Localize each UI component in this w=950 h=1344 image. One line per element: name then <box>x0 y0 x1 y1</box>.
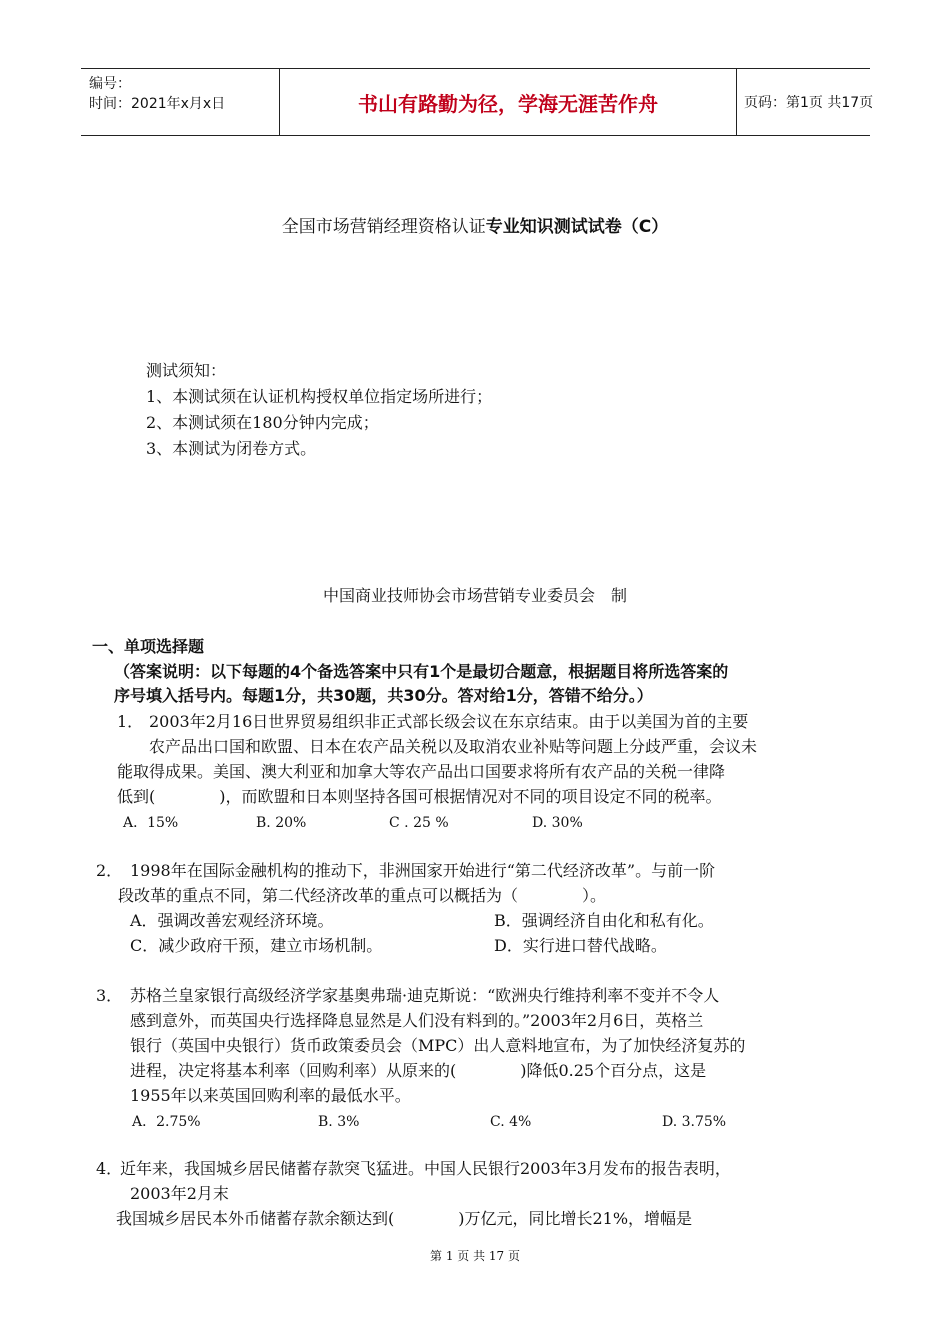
exam-title <box>0 212 950 237</box>
question-line: 2003年2月末 <box>130 1184 229 1203</box>
option: B．强调经济自由化和私有化。 <box>494 911 714 930</box>
option: B. 3% <box>318 1114 360 1130</box>
question-1 <box>117 709 757 836</box>
page-header <box>81 68 874 136</box>
question-4 <box>96 1156 731 1231</box>
section-title: 一、单项选择题 <box>92 637 205 656</box>
options-row <box>130 908 715 933</box>
page-footer: 第 1 页 共 17 页 <box>430 1249 520 1263</box>
question-line: 段改革的重点不同，第二代经济改革的重点可以概括为（ ）。 <box>118 886 607 905</box>
options-row <box>123 811 757 836</box>
option: D. 30% <box>532 815 583 831</box>
organizer: 中国商业技师协会市场营销专业委员会 制 <box>322 586 627 605</box>
exam-title-plain: 全国市场营销经理资格认证 <box>281 217 486 237</box>
question-number: 2． <box>96 861 123 880</box>
notice-item: 3、本测试为闭卷方式。 <box>146 439 317 458</box>
exam-notice <box>146 358 492 462</box>
question-line: 低到( )，而欧盟和日本则坚持各国可根据情况对不同的项目设定不同的税率。 <box>117 787 722 806</box>
option: A．强调改善宏观经济环境。 <box>130 911 334 930</box>
question-line: 1998年在国际金融机构的推动下，非洲国家开始进行“第二代经济改革”。与前一阶 <box>130 861 716 880</box>
question-line: 感到意外，而英国央行选择降息显然是人们没有料到的。”2003年2月6日，英格兰 <box>130 1011 704 1030</box>
question-2 <box>96 858 715 958</box>
question-number: 1． <box>117 712 144 731</box>
question-line: 近年来，我国城乡居民储蓄存款突飞猛进。中国人民银行2003年3月发布的报告表明， <box>120 1159 731 1178</box>
option: C. 4% <box>490 1114 532 1130</box>
question-line: 我国城乡居民本外币储蓄存款余额达到( )万亿元，同比增长21%，增幅是 <box>116 1209 693 1228</box>
date-label: 时间：2021年x月x日 <box>89 96 226 112</box>
serial-number-label: 编号： <box>89 76 131 92</box>
exam-title-bold: 专业知识测试试卷（C） <box>485 217 669 237</box>
question-line: 进程，决定将基本利率（回购利率）从原来的( )降低0.25个百分点，这是 <box>130 1061 707 1080</box>
option: C．减少政府干预，建立市场机制。 <box>130 936 383 955</box>
question-line: 银行（英国中央银行）货币政策委员会（MPC）出人意料地宣布，为了加快经济复苏的 <box>130 1036 746 1055</box>
header-meta <box>81 69 279 135</box>
option: A．2.75% <box>132 1114 201 1130</box>
options-row <box>132 1110 745 1135</box>
question-3 <box>96 983 745 1135</box>
question-line: 能取得成果。美国、澳大利亚和加拿大等农产品出口国要求将所有农产品的关税一律降 <box>117 762 726 781</box>
section-instructions <box>114 660 864 708</box>
option: C . 25 % <box>389 815 449 831</box>
question-number: 4． <box>96 1159 123 1178</box>
header-page-info: 页码：第1页 共17页 <box>744 95 874 111</box>
notice-heading: 测试须知： <box>146 361 227 380</box>
question-line: 农产品出口国和欧盟、日本在农产品关税以及取消农业补贴等问题上分歧严重，会议未 <box>149 737 758 756</box>
question-line: 1955年以来英国回购利率的最低水平。 <box>130 1086 411 1105</box>
question-number: 3． <box>96 986 123 1005</box>
option: D. 3.75% <box>662 1114 727 1130</box>
question-line: 2003年2月16日世界贸易组织非正式部长级会议在东京结束。由于以美国为首的主要 <box>149 712 749 731</box>
notice-item: 1、本测试须在认证机构授权单位指定场所进行； <box>146 387 493 406</box>
option: D．实行进口替代战略。 <box>494 936 667 955</box>
option: A．15% <box>123 815 179 831</box>
instructions-line: 序号填入括号内。每题1分，共30题，共30分。答对给1分，答错不给分。） <box>114 686 653 705</box>
options-row <box>130 933 715 958</box>
instructions-line: （答案说明：以下每题的4个备选答案中只有1个是最切合题意，根据题目将所选答案的 <box>114 662 729 681</box>
notice-item: 2、本测试须在180分钟内完成； <box>146 413 379 432</box>
header-slogan: 书山有路勤为径，学海无涯苦作舟 <box>279 69 737 135</box>
option: B. 20% <box>256 815 307 831</box>
question-line: 苏格兰皇家银行高级经济学家基奥弗瑞·迪克斯说：“欧洲央行维持利率不变并不令人 <box>130 986 720 1005</box>
